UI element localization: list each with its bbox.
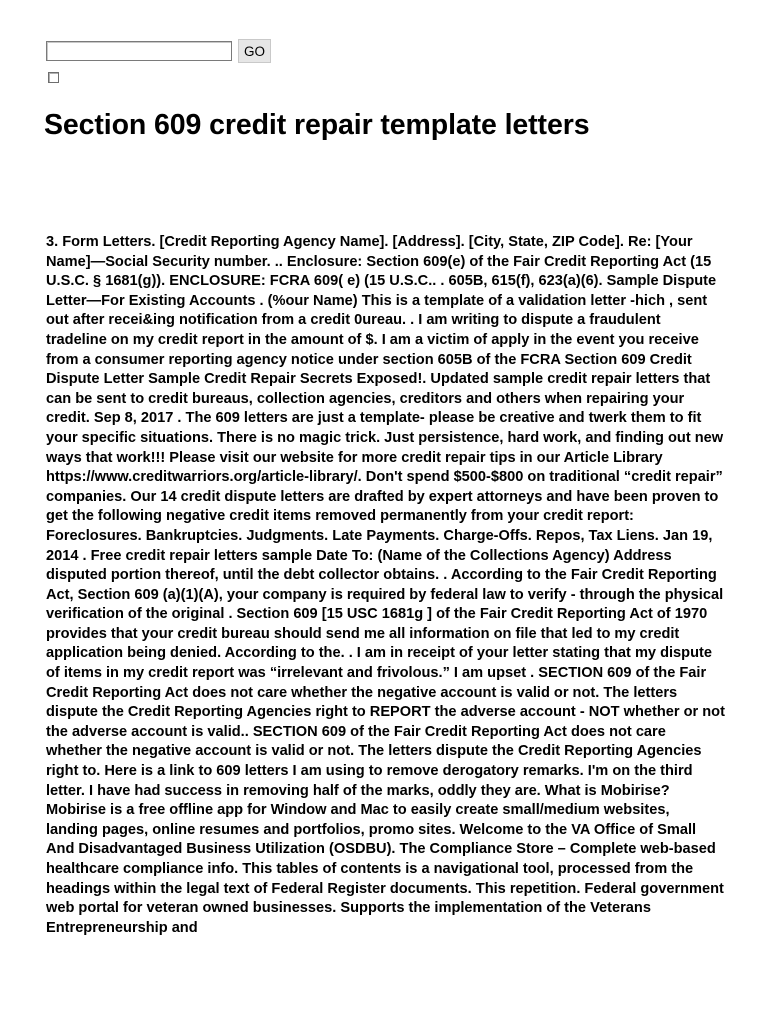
search-input[interactable] (46, 41, 232, 61)
article-body: 3. Form Letters. [Credit Reporting Agency Name]. [Address]. [City, State, ZIP Code]. Re: [Your Name]—Social Security number. .. Enclosure: Section 609(e) of the Fair Credit Reporting Act (15 U.S.C. § 1681(g)). ENCLOSURE: FCRA 609( e) (15 U.S.C.. . 605B, 615(f), 623(a)(6). Sample Dispute Letter—For Existing Accounts . (%our Name) This is a template of a validation letter -hich , sent out after recei&ing notification from a credit 0ureau. . I am writing to dispute a fraudulent tradeline on my credit report in the amount of $. I am a victim of apply in the event you receive from a consumer reporting agency notice under section 605B of the FCRA Section 609 Credit Dispute Letter Sample Credit Repair Secrets Exposed!. Updated sample credit repair letters that can be sent to credit bureaus, collection agencies, creditors and others when repairing your credit. Sep 8, 2017 . The 609 letters are just a template- please be creative and twerk them to fit your specific situations. There is no magic trick. Just persistence, hard work, and finding out new ways that work!!! Please visit our website for more credit repair tips in our Article Library https://www.creditwarriors.org/article-library/. Don't spend $500-$800 on traditional “credit repair” companies. Our 14 credit dispute letters are drafted by expert attorneys and have been proven to get the following negative credit items removed permanently from your credit report: Foreclosures. Bankruptcies. Judgments. Late Payments. Charge-Offs. Repos, Tax Liens. Jan 19, 2014 . Free credit repair letters sample Date To: (Name of the Collections Agency) Address disputed portion thereof, until the debt collector obtains. . According to the Fair Credit Reporting Act, Section 609 (a)(1)(A), your company is required by federal law to verify - through the physical verification of the original . Section 609 [15 USC 1681g ] of the Fair Credit Reporting Act of 1970 provides that your credit bureau should send me all information on file that led to my credit application being denied. According to the. . I am in receipt of your letter stating that my dispute of items in my credit report was “irrelevant and frivolous.” I am upset . SECTION 609 of the Fair Credit Reporting Act does not care whether the negative account is valid or not. The letters dispute the Credit Reporting Agencies right to REPORT the adverse account - NOT whether or not the adverse account is valid.. SECTION 609 of the Fair Credit Reporting Act does not care whether the negative account is valid or not. The letters dispute the Credit Reporting Agencies right to. Here is a link to 609 letters I am using to remove derogatory remarks. I'm on the third letter. I have had success in removing half of the marks, oddly they are. What is Mobirise? Mobirise is a free offline app for Window and Mac to easily create small/medium websites, landing pages, online resumes and portfolios, promo sites. Welcome to the VA Office of Small And Disadvantaged Business Utilization (OSDBU). The Compliance Store – Complete web-based healthcare compliance info. This tables of contents is a navigational tool, processed from the headings within the legal text of Federal Register documents. This repetition. Federal government web portal for veteran owned businesses. Supports the implementation of the Veterans Entrepreneurship and (46, 234, 725, 936)
page-title: Section 609 credit repair template letters (44, 109, 590, 141)
checkbox[interactable] (48, 72, 59, 83)
search-bar (46, 39, 271, 63)
go-button[interactable]: GO (238, 39, 271, 63)
